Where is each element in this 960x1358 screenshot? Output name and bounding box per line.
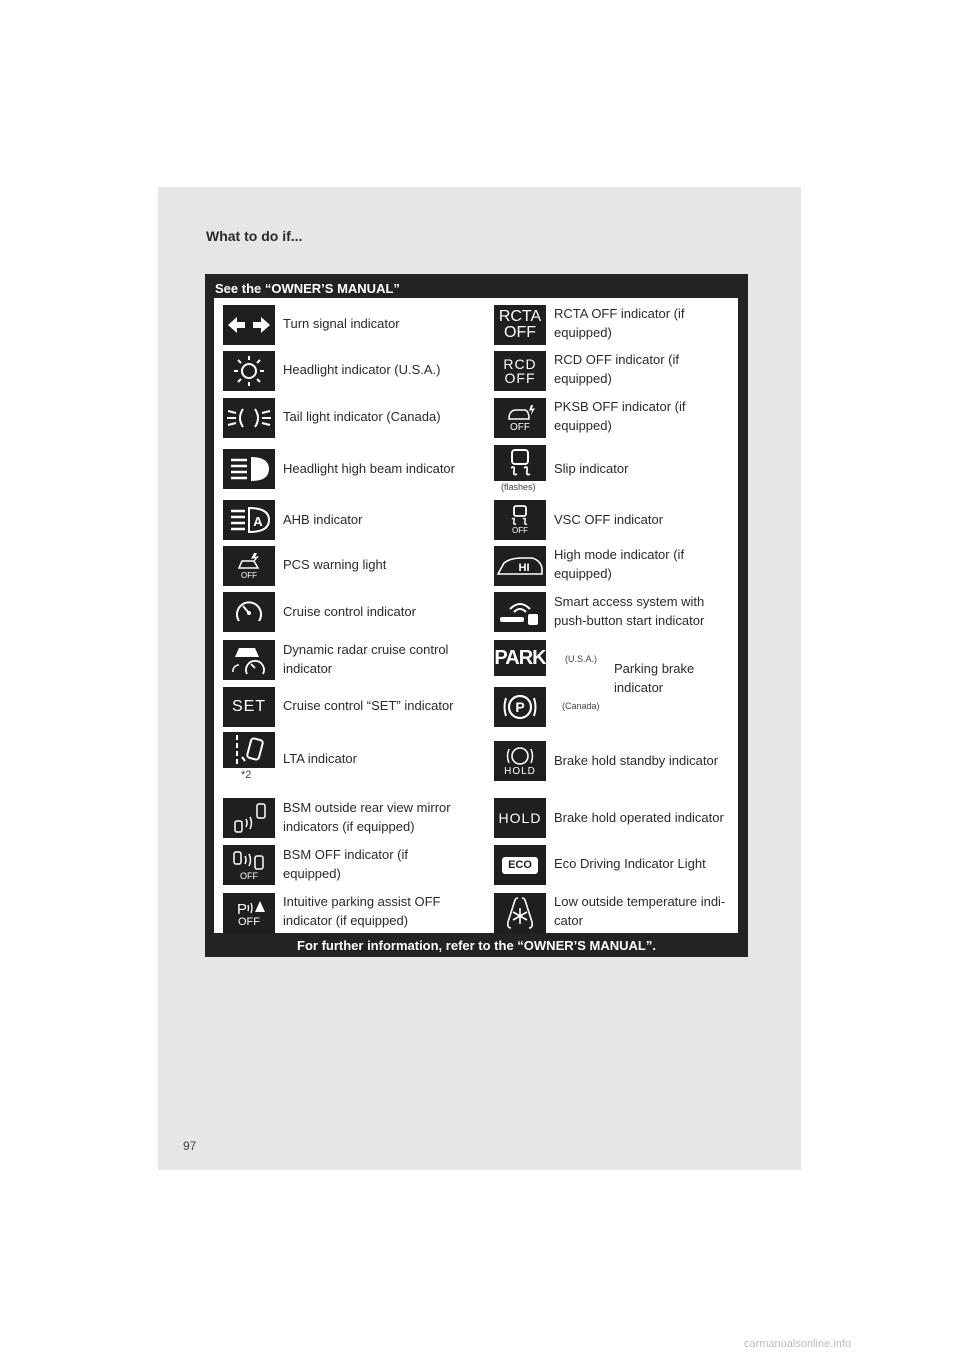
radar-cruise-icon bbox=[223, 640, 275, 680]
parking-brake-label: Parking brake indicator bbox=[614, 661, 695, 695]
turn-signal-label: Turn signal indicator bbox=[283, 316, 400, 331]
cruise-set-icon: SET bbox=[223, 687, 275, 727]
section-title: What to do if... bbox=[206, 228, 303, 244]
high-beam-icon bbox=[223, 449, 275, 489]
bsm-off-label: BSM OFF indicator (if equipped) bbox=[283, 847, 408, 881]
cruise-set-label: Cruise control “SET” indicator bbox=[283, 698, 454, 713]
tail-light-icon bbox=[223, 398, 275, 438]
svg-text:A: A bbox=[253, 514, 263, 529]
box-header: See the “OWNER’S MANUAL” bbox=[215, 281, 400, 296]
eco-icon: ECO bbox=[494, 845, 546, 885]
bsm-mirror-icon bbox=[223, 798, 275, 838]
pcs-warning-label: PCS warning light bbox=[283, 557, 387, 572]
ahb-label: AHB indicator bbox=[283, 512, 363, 527]
svg-text:HI: HI bbox=[518, 562, 530, 574]
parking-assist-off-label: Intuitive parking assist OFF indicator (if equipped) bbox=[283, 894, 441, 928]
watermark: carmanualsonline.info bbox=[744, 1338, 852, 1350]
parking-assist-off-icon: P OFF bbox=[223, 893, 275, 933]
rcta-off-label: RCTA OFF indicator (if equipped) bbox=[554, 306, 685, 340]
lta-label: LTA indicator bbox=[283, 751, 357, 766]
smart-access-label: Smart access system with push-button start indicator bbox=[554, 594, 705, 628]
svg-text:P: P bbox=[237, 900, 248, 917]
smart-access-icon bbox=[494, 592, 546, 632]
box-footer: For further information, refer to the “OWNER’S MANUAL”. bbox=[297, 938, 656, 953]
eco-label: Eco Driving Indicator Light bbox=[554, 856, 706, 871]
low-temp-label: Low outside temperature indi- cator bbox=[554, 894, 726, 928]
pksb-off-label: PKSB OFF indicator (if equipped) bbox=[554, 399, 686, 433]
headlight-label: Headlight indicator (U.S.A.) bbox=[283, 362, 441, 377]
high-beam-label: Headlight high beam indicator bbox=[283, 461, 455, 476]
parking-brake-p-note: (Canada) bbox=[562, 701, 600, 711]
high-mode-label: High mode indicator (if equipped) bbox=[554, 547, 685, 581]
slip-note: (flashes) bbox=[501, 482, 536, 492]
page-number: 97 bbox=[183, 1139, 197, 1153]
vsc-off-icon: OFF bbox=[494, 500, 546, 540]
park-note: (U.S.A.) bbox=[565, 654, 598, 664]
headlight-icon bbox=[223, 351, 275, 391]
pksb-off-icon: OFF bbox=[494, 398, 546, 438]
parking-brake-p-icon bbox=[494, 687, 546, 727]
vsc-off-label: VSC OFF indicator bbox=[554, 512, 664, 527]
pcs-warning-icon: OFF bbox=[223, 546, 275, 586]
low-temp-icon bbox=[494, 893, 546, 933]
slip-label: Slip indicator bbox=[554, 461, 629, 476]
brake-hold-standby-label: Brake hold standby indicator bbox=[554, 753, 719, 768]
brake-hold-operated-label: Brake hold operated indicator bbox=[554, 810, 724, 825]
brake-hold-operated-icon: HOLD bbox=[494, 798, 546, 838]
cruise-control-label: Cruise control indicator bbox=[283, 604, 416, 619]
turn-signal-icon bbox=[223, 305, 275, 345]
park-icon: PARK bbox=[494, 640, 546, 676]
ahb-icon bbox=[223, 500, 275, 540]
rcd-off-icon: RCD OFF bbox=[494, 351, 546, 391]
brake-hold-standby-icon: HOLD bbox=[494, 741, 546, 781]
lta-icon bbox=[223, 732, 275, 768]
bsm-off-icon: OFF bbox=[223, 845, 275, 885]
svg-text:P: P bbox=[515, 699, 525, 715]
high-mode-icon bbox=[494, 546, 546, 586]
cruise-control-icon bbox=[223, 592, 275, 632]
slip-icon bbox=[494, 445, 546, 481]
rcta-off-icon: RCTA OFF bbox=[494, 305, 546, 345]
radar-cruise-label: Dynamic radar cruise control indicator bbox=[283, 642, 449, 676]
rcd-off-label: RCD OFF indicator (if equipped) bbox=[554, 352, 679, 386]
tail-light-label: Tail light indicator (Canada) bbox=[283, 409, 441, 424]
bsm-mirror-label: BSM outside rear view mirror indicators (if equipped) bbox=[283, 800, 451, 834]
lta-note: *2 bbox=[241, 769, 252, 781]
